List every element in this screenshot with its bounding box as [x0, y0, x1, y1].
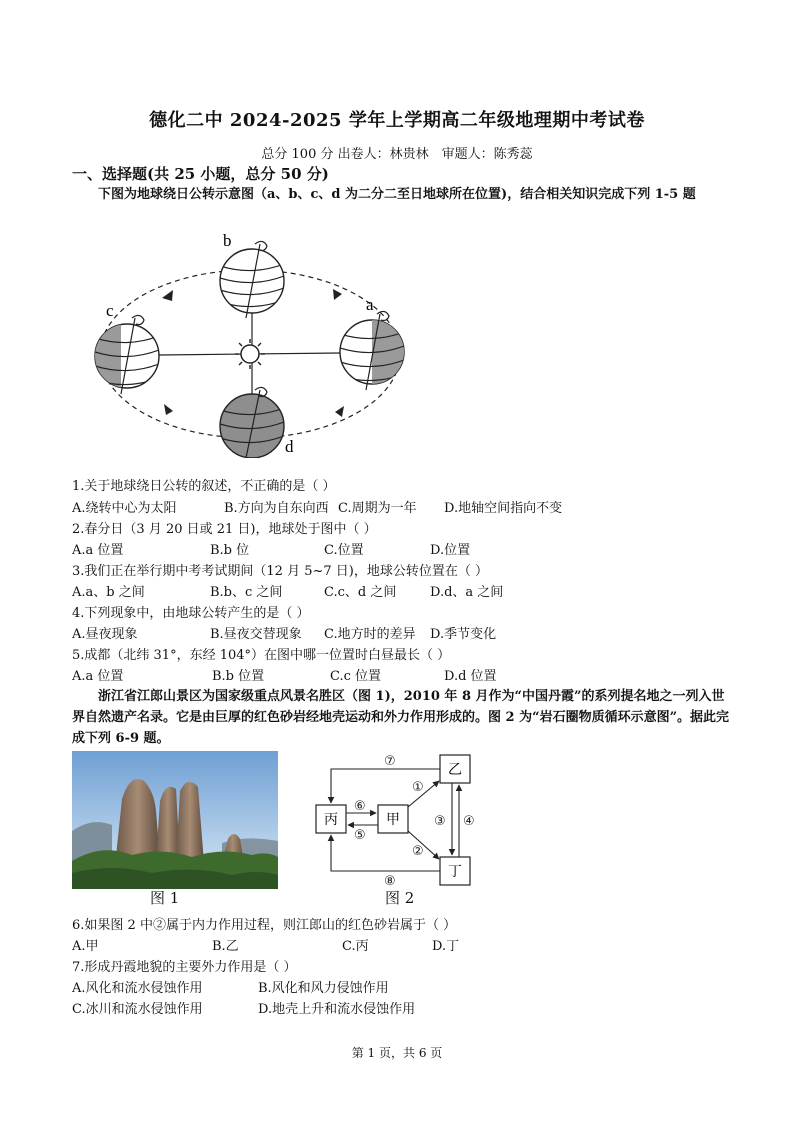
question-7-stem: 7.形成丹霞地貌的主要外力作用是（ ） [72, 960, 297, 975]
svg-text:甲: 甲 [386, 812, 400, 828]
exam-meta: 总分 100 分 出卷人：林贵林 审题人：陈秀蕊 [261, 147, 533, 162]
section-heading: 一、选择题(共 25 小题，总分 50 分) [72, 165, 329, 183]
mountain-photo [72, 751, 278, 889]
label-c: c [106, 301, 114, 320]
page-title: 德化二中 2024-2025 学年上学期高二年级地理期中考试卷 [149, 110, 645, 131]
q6-option-a: A.甲 [72, 939, 99, 954]
q5-option-d: D.d 位置 [444, 669, 497, 684]
question-2-stem: 2.春分日（3 月 20 日或 21 日)，地球处于图中（ ） [72, 522, 377, 537]
q7-option-c: C.冰川和流水侵蚀作用 [72, 1002, 203, 1017]
q1-option-c: C.周期为一年 [338, 501, 417, 516]
earth-a [340, 311, 406, 390]
q3-option-b: B.b、c 之间 [210, 585, 283, 600]
q6-option-b: B.乙 [212, 939, 239, 954]
q2-option-d: D.位置 [430, 543, 471, 558]
q2-option-c: C.位置 [324, 543, 364, 558]
svg-text:②: ② [412, 844, 424, 859]
label-d: d [285, 437, 294, 456]
page-number: 第 1 页，共 6 页 [351, 1046, 443, 1060]
q1-option-b: B.方向为自东向西 [224, 501, 329, 516]
q2-option-b: B.b 位 [210, 543, 250, 558]
svg-text:①: ① [412, 780, 424, 795]
rock-cycle-diagram [312, 749, 480, 891]
svg-text:丁: 丁 [448, 864, 462, 880]
q7-option-b: B.风化和风力侵蚀作用 [258, 981, 389, 996]
q6-option-d: D.丁 [432, 939, 460, 954]
intro-paragraph-2: 浙江省江郎山景区为国家级重点风景名胜区（图 1)，2010 年 8 月作为“中国丹霞”的系列提名地之一列入世界自然遗产名录。它是由巨厚的红色砂岩经地壳运动和外力作用形成的。图 2 为“岩石圈物质循环示意图”。据此完成下列 6-9 题。 [72, 689, 730, 746]
svg-text:丙: 丙 [324, 812, 338, 828]
q3-option-c: C.c、d 之间 [324, 585, 397, 600]
question-6-stem: 6.如果图 2 中②属于内力作用过程，则江郎山的红色砂岩属于（ ） [72, 918, 457, 933]
figure-2-caption: 图 2 [385, 889, 415, 907]
question-5-stem: 5.成都（北纬 31°，东经 104°）在图中哪一位置时白昼最长（ ） [72, 648, 451, 663]
svg-text:③: ③ [434, 814, 446, 829]
figure-1-caption: 图 1 [150, 889, 180, 907]
question-1-stem: 1.关于地球绕日公转的叙述，不正确的是（ ） [72, 479, 336, 494]
q4-option-a: A.昼夜现象 [72, 627, 138, 642]
q5-option-a: A.a 位置 [72, 669, 124, 684]
q4-option-b: B.昼夜交替现象 [210, 627, 302, 642]
q5-option-c: C.c 位置 [330, 669, 382, 684]
label-a: a [366, 295, 374, 314]
q4-option-c: C.地方时的差异 [324, 627, 416, 642]
question-4-stem: 4.下列现象中，由地球公转产生的是（ ） [72, 606, 310, 621]
q3-option-d: D.d、a 之间 [430, 585, 504, 600]
earth-b [220, 241, 284, 318]
svg-text:⑤: ⑤ [354, 828, 366, 843]
earth-c [95, 315, 159, 394]
q7-option-a: A.风化和流水侵蚀作用 [72, 981, 203, 996]
svg-text:⑥: ⑥ [354, 799, 366, 814]
q4-option-d: D.季节变化 [430, 627, 497, 642]
q7-option-d: D.地壳上升和流水侵蚀作用 [258, 1002, 416, 1017]
q3-option-a: A.a、b 之间 [72, 585, 145, 600]
earth-d [220, 387, 284, 458]
svg-text:⑦: ⑦ [384, 754, 396, 769]
question-3-stem: 3.我们正在举行期中考考试期间（12 月 5~7 日)，地球公转位置在（ ） [72, 564, 488, 579]
intro-paragraph-1: 下图为地球绕日公转示意图（a、b、c、d 为二分二至日地球所在位置)，结合相关知识完成下列 1-5 题 [98, 187, 696, 202]
svg-text:④: ④ [463, 814, 475, 829]
q1-option-a: A.绕转中心为太阳 [72, 501, 177, 516]
label-b: b [223, 231, 232, 250]
q6-option-c: C.丙 [342, 939, 369, 954]
orbit-diagram [80, 226, 440, 458]
q1-option-d: D.地轴空间指向不变 [444, 501, 563, 516]
svg-text:乙: 乙 [448, 762, 462, 778]
q5-option-b: B.b 位置 [212, 669, 265, 684]
svg-text:⑧: ⑧ [384, 874, 396, 889]
q2-option-a: A.a 位置 [72, 543, 124, 558]
